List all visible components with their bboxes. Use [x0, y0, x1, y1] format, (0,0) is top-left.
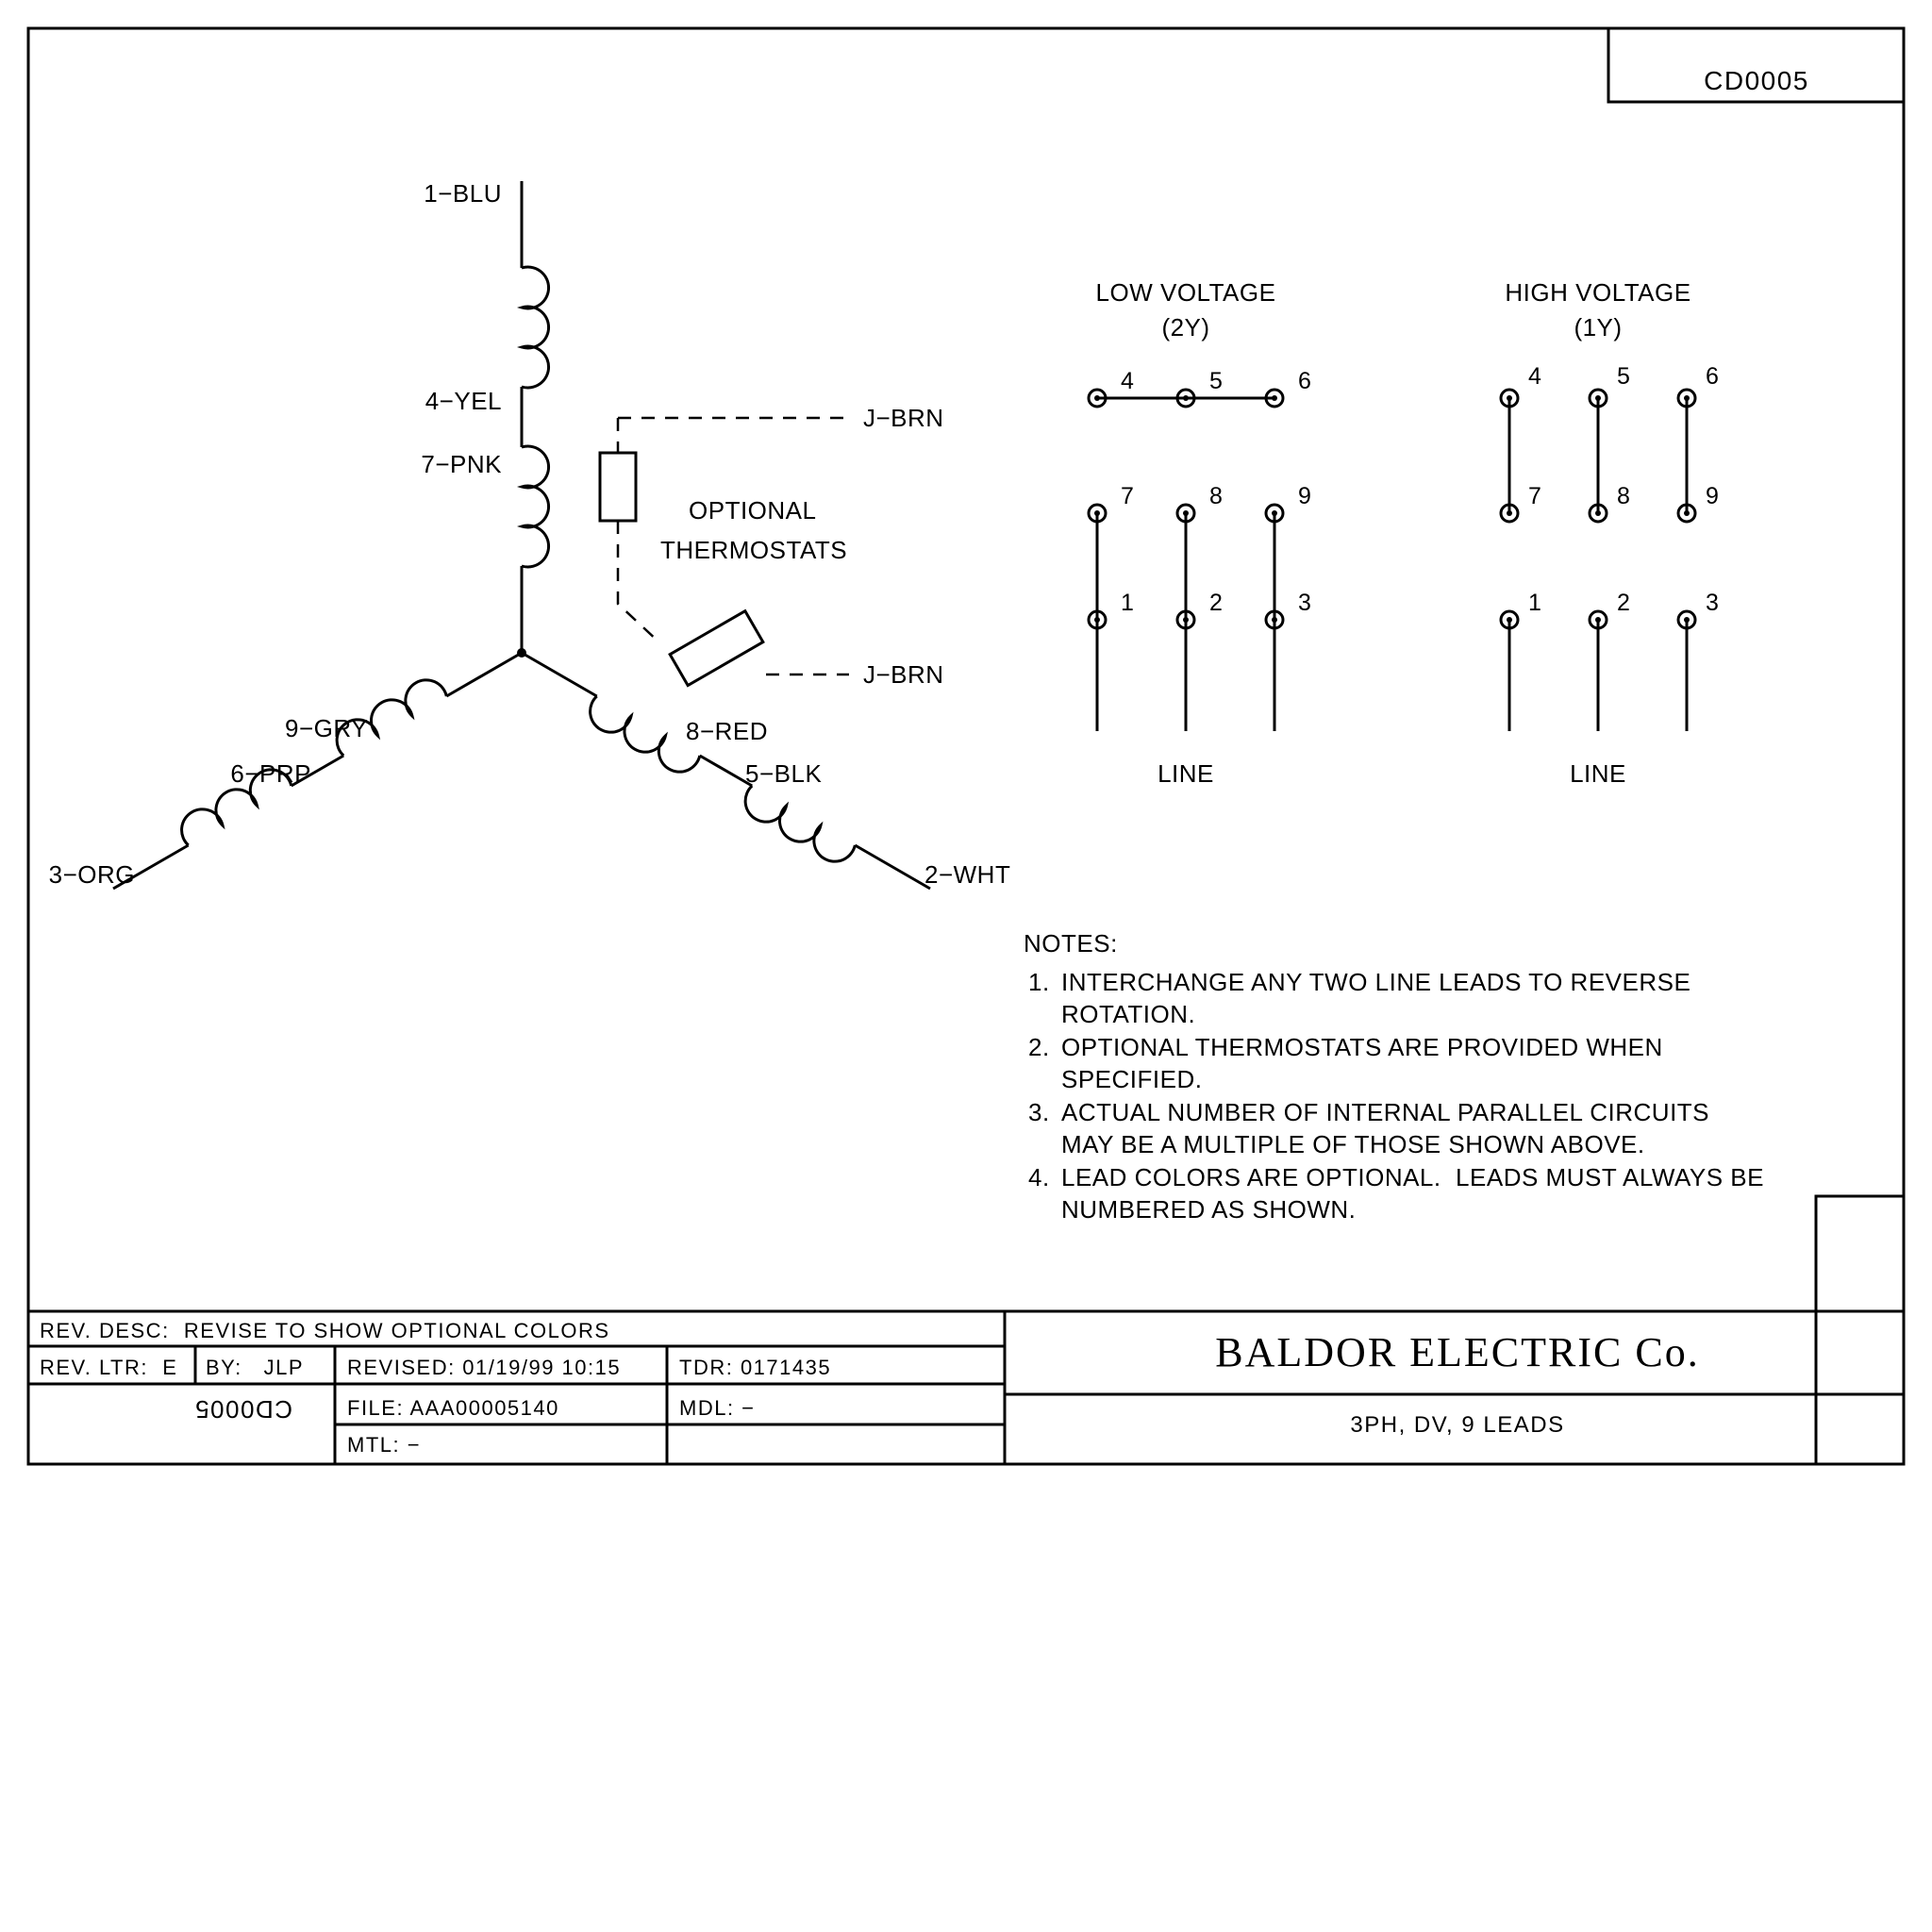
titleblock-revised: REVISED: 01/19/99 10:15	[347, 1356, 622, 1379]
low-voltage-terminal-3: 3	[1298, 590, 1312, 616]
high-voltage-terminal-3: 3	[1706, 590, 1720, 616]
titleblock-tdr: TDR: 0171435	[679, 1356, 832, 1379]
winding-lead-4-yel: 4−YEL	[425, 387, 502, 415]
high-voltage-terminal-9: 9	[1706, 483, 1720, 509]
low-voltage-terminal-1: 1	[1121, 590, 1135, 616]
high-voltage-line-label: LINE	[1570, 759, 1626, 788]
titleblock-rev-desc: REV. DESC: REVISE TO SHOW OPTIONAL COLORS	[40, 1319, 610, 1342]
low-voltage-title-line2: (2Y)	[1161, 313, 1210, 341]
note-4-line2: NUMBERED AS SHOWN.	[1061, 1195, 1357, 1224]
low-voltage-terminal-8: 8	[1209, 483, 1224, 509]
notes-heading: NOTES:	[1024, 929, 1118, 958]
thermostat-lead-top-label: J−BRN	[863, 404, 944, 432]
winding-lead-5-blk: 5−BLK	[745, 759, 823, 788]
winding-lead-2-wht: 2−WHT	[924, 860, 1011, 889]
titleblock-mtl: MTL: −	[347, 1433, 422, 1457]
thermostat-caption-line2: THERMOSTATS	[660, 536, 848, 564]
high-voltage-terminal-1: 1	[1528, 590, 1542, 616]
high-voltage-terminal-4: 4	[1528, 363, 1542, 390]
note-2-number: 2.	[1028, 1033, 1050, 1061]
winding-lead-3-org: 3−ORG	[48, 860, 135, 889]
company-name: BALDOR ELECTRIC Co.	[1215, 1329, 1700, 1375]
thermostat-caption-line1: OPTIONAL	[689, 496, 817, 525]
low-voltage-terminal-4: 4	[1121, 368, 1135, 394]
low-voltage-title-line1: LOW VOLTAGE	[1095, 278, 1276, 307]
note-2-line2: SPECIFIED.	[1061, 1065, 1203, 1093]
thermostat-lead-bottom-label: J−BRN	[863, 660, 944, 689]
high-voltage-terminal-6: 6	[1706, 363, 1720, 390]
note-4-number: 4.	[1028, 1163, 1050, 1191]
note-1-line1: INTERCHANGE ANY TWO LINE LEADS TO REVERSE	[1061, 968, 1691, 996]
titleblock-drawing-number: CD0005	[193, 1395, 292, 1424]
high-voltage-terminal-8: 8	[1617, 483, 1631, 509]
winding-lead-7-pnk: 7−PNK	[421, 450, 502, 478]
low-voltage-terminal-2: 2	[1209, 590, 1224, 616]
high-voltage-terminal-5: 5	[1617, 363, 1631, 390]
note-4-line1: LEAD COLORS ARE OPTIONAL. LEADS MUST ALWAYS BE	[1061, 1163, 1764, 1191]
high-voltage-terminal-2: 2	[1617, 590, 1631, 616]
note-1-line2: ROTATION.	[1061, 1000, 1196, 1028]
high-voltage-terminal-7: 7	[1528, 483, 1542, 509]
note-1-number: 1.	[1028, 968, 1050, 996]
titleblock-by: BY: JLP	[206, 1356, 304, 1379]
low-voltage-terminal-9: 9	[1298, 483, 1312, 509]
note-2-line1: OPTIONAL THERMOSTATS ARE PROVIDED WHEN	[1061, 1033, 1663, 1061]
note-3-line2: MAY BE A MULTIPLE OF THOSE SHOWN ABOVE.	[1061, 1130, 1645, 1158]
low-voltage-terminal-5: 5	[1209, 368, 1224, 394]
winding-lead-6-prp: 6−PRP	[230, 759, 311, 788]
note-3-number: 3.	[1028, 1098, 1050, 1126]
drawing-subtitle: 3PH, DV, 9 LEADS	[1350, 1412, 1565, 1438]
note-3-line1: ACTUAL NUMBER OF INTERNAL PARALLEL CIRCUITS	[1061, 1098, 1710, 1126]
winding-lead-1-blu: 1−BLU	[424, 179, 502, 208]
titleblock-file: FILE: AAA00005140	[347, 1396, 559, 1420]
winding-lead-9-gry: 9−GRY	[284, 714, 368, 742]
low-voltage-terminal-7: 7	[1121, 483, 1135, 509]
high-voltage-title-line1: HIGH VOLTAGE	[1505, 278, 1691, 307]
high-voltage-title-line2: (1Y)	[1574, 313, 1623, 341]
winding-lead-8-red: 8−RED	[686, 717, 769, 745]
titleblock-rev-ltr: REV. LTR: E	[40, 1356, 178, 1379]
low-voltage-line-label: LINE	[1158, 759, 1214, 788]
drawing-number-top: CD0005	[1704, 66, 1809, 95]
low-voltage-terminal-6: 6	[1298, 368, 1312, 394]
titleblock-mdl: MDL: −	[679, 1396, 756, 1420]
